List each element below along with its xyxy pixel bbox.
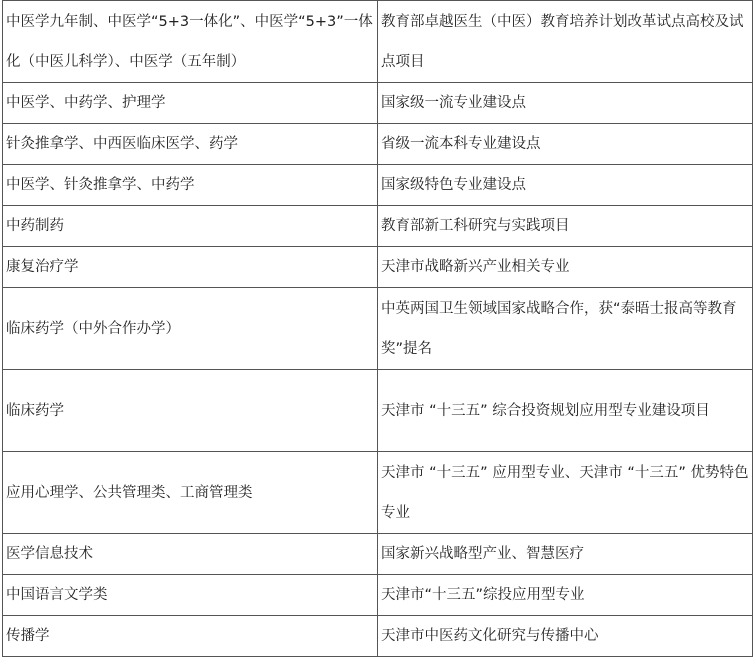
project-cell: 天津市 “十三五” 应用型专业、天津市 “十三五” 优势特色专业 bbox=[378, 452, 753, 534]
project-cell: 国家级特色专业建设点 bbox=[378, 165, 753, 206]
table-row bbox=[3, 1, 753, 83]
project-cell: 省级一流本科专业建设点 bbox=[378, 124, 753, 165]
major-cell: 医学信息技术 bbox=[3, 534, 378, 575]
table-row bbox=[3, 452, 753, 534]
table-row bbox=[3, 206, 753, 247]
major-cell: 临床药学（中外合作办学） bbox=[3, 288, 378, 370]
table-row bbox=[3, 288, 753, 370]
table-row bbox=[3, 575, 753, 616]
major-cell: 康复治疗学 bbox=[3, 247, 378, 288]
major-cell: 针灸推拿学、中西医临床医学、药学 bbox=[3, 124, 378, 165]
major-cell: 传播学 bbox=[3, 616, 378, 657]
table-row bbox=[3, 370, 753, 452]
major-cell: 中药制药 bbox=[3, 206, 378, 247]
major-cell: 中医学九年制、中医学“5+3一体化”、中医学“5+3”一体化（中医儿科学）、中医学（五年制） bbox=[3, 1, 378, 83]
project-cell: 天津市 “十三五” 综合投资规划应用型专业建设项目 bbox=[378, 370, 753, 452]
project-cell: 天津市中医药文化研究与传播中心 bbox=[378, 616, 753, 657]
table-row bbox=[3, 534, 753, 575]
major-cell: 临床药学 bbox=[3, 370, 378, 452]
major-cell: 中医学、针灸推拿学、中药学 bbox=[3, 165, 378, 206]
project-cell: 教育部新工科研究与实践项目 bbox=[378, 206, 753, 247]
major-cell: 应用心理学、公共管理类、工商管理类 bbox=[3, 452, 378, 534]
major-cell: 中国语言文学类 bbox=[3, 575, 378, 616]
project-cell: 天津市战略新兴产业相关专业 bbox=[378, 247, 753, 288]
project-cell: 天津市“十三五”综投应用型专业 bbox=[378, 575, 753, 616]
table-row bbox=[3, 247, 753, 288]
project-cell: 国家级一流专业建设点 bbox=[378, 83, 753, 124]
project-cell: 国家新兴战略型产业、智慧医疗 bbox=[378, 534, 753, 575]
table-row bbox=[3, 165, 753, 206]
majors-table bbox=[2, 0, 753, 657]
major-cell: 中医学、中药学、护理学 bbox=[3, 83, 378, 124]
table-row bbox=[3, 616, 753, 657]
table-row bbox=[3, 83, 753, 124]
project-cell: 中英两国卫生领域国家战略合作，获“泰晤士报高等教育奖”提名 bbox=[378, 288, 753, 370]
table-row bbox=[3, 124, 753, 165]
project-cell: 教育部卓越医生（中医）教育培养计划改革试点高校及试点项目 bbox=[378, 1, 753, 83]
